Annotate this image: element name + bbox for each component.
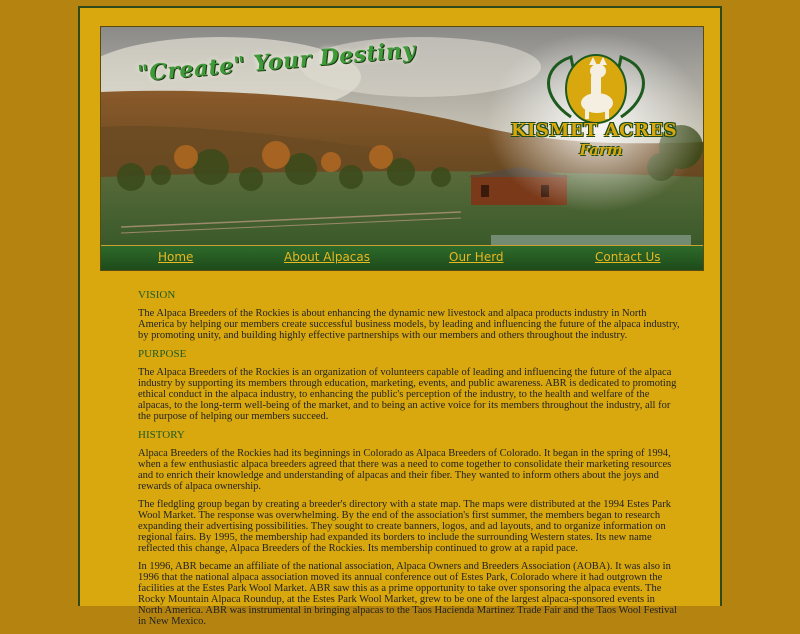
logo-subtitle: Farm: [579, 141, 623, 159]
nav-about-alpacas-link[interactable]: About Alpacas: [284, 250, 371, 264]
history-paragraph-2: The fledgling group began by creating a breeder's directory with a state map. The maps were distributed at the 1994 Estes Park Wool Market. The response was overwhelming. By the end of the association's first summer, the members began to research expanding their advertising possibilities. They sought to create banners, logos, and ad layouts, and to organize information on regional fairs. By 1995, the membership had expanded its borders to include the surrounding Western states. Its new name reflected this change, Alpaca Breeders of the Rockies. Its membership continued to grow at a rapid pace.: [138, 499, 671, 554]
nav-home-link[interactable]: Home: [158, 250, 194, 264]
history-heading: HISTORY: [138, 429, 185, 441]
farm-landscape-photo: [101, 27, 703, 245]
purpose-paragraph: The Alpaca Breeders of the Rockies is an organization of volunteers capable of leading and influencing the future of the alpaca industry by supporting its members through education, marketing, events, and public awareness. ABR is dedicated to promoting ethical conduct in the alpaca industry, to enhancing the public's perception of the industry, to the health and welfare of the alpacas, to the long-term well-being of the market, and to being an active voice for its members throughout the industry, all for the purpose of helping our members succeed.: [138, 367, 677, 422]
history-paragraph-1: Alpaca Breeders of the Rockies had its beginnings in Colorado as Alpaca Breeders of Colorado. It began in the spring of 1994, when a few enthusiastic alpaca breeders agreed that there was a need to come together to consolidate their marketing resources and to enrich their knowledge and understanding of alpacas and their fiber. They wanted to inform others about the joys and rewards of alpaca ownership.: [138, 448, 672, 492]
banner-tagline: "Create" Your Destiny: [136, 36, 417, 88]
history-paragraph-3: In 1996, ABR became an affiliate of the national association, Alpaca Owners and Breeders Association (AOBA). It was also in 1996 that the national alpaca association moved its annual conference out of Estes Park, Colorado where it had outgrown the facilities at the Estes Park Wool Market. ABR saw this as a prime opportunity to take over sponsoring the alpaca events. The Rocky Mountain Alpaca Roundup, at the Estes Park Wool Market, grew to be one of the largest alpaca-sponsored events in North America. ABR was instrumental in bringing alpacas to the Taos Hacienda Martinez Trade Fair and the Taos Wool Festival in New Mexico.: [138, 561, 677, 627]
main-content: [138, 289, 680, 634]
nav-our-herd-link[interactable]: Our Herd: [449, 250, 504, 264]
header-banner: [100, 26, 704, 271]
nav-contact-us-link[interactable]: Contact Us: [595, 250, 661, 264]
logo-name: KISMET ACRES: [510, 120, 678, 141]
main-navigation: [101, 245, 703, 271]
vision-heading: VISION: [138, 289, 176, 301]
page-container: [78, 6, 722, 627]
purpose-heading: PURPOSE: [138, 348, 187, 360]
vision-paragraph: The Alpaca Breeders of the Rockies is about enhancing the dynamic new livestock and alpaca products industry in North America by helping our members create successful business models, by leading and influencing the future of the alpaca industry, by promoting unity, and building highly effective partnerships with our members and others throughout the industry.: [138, 308, 680, 341]
